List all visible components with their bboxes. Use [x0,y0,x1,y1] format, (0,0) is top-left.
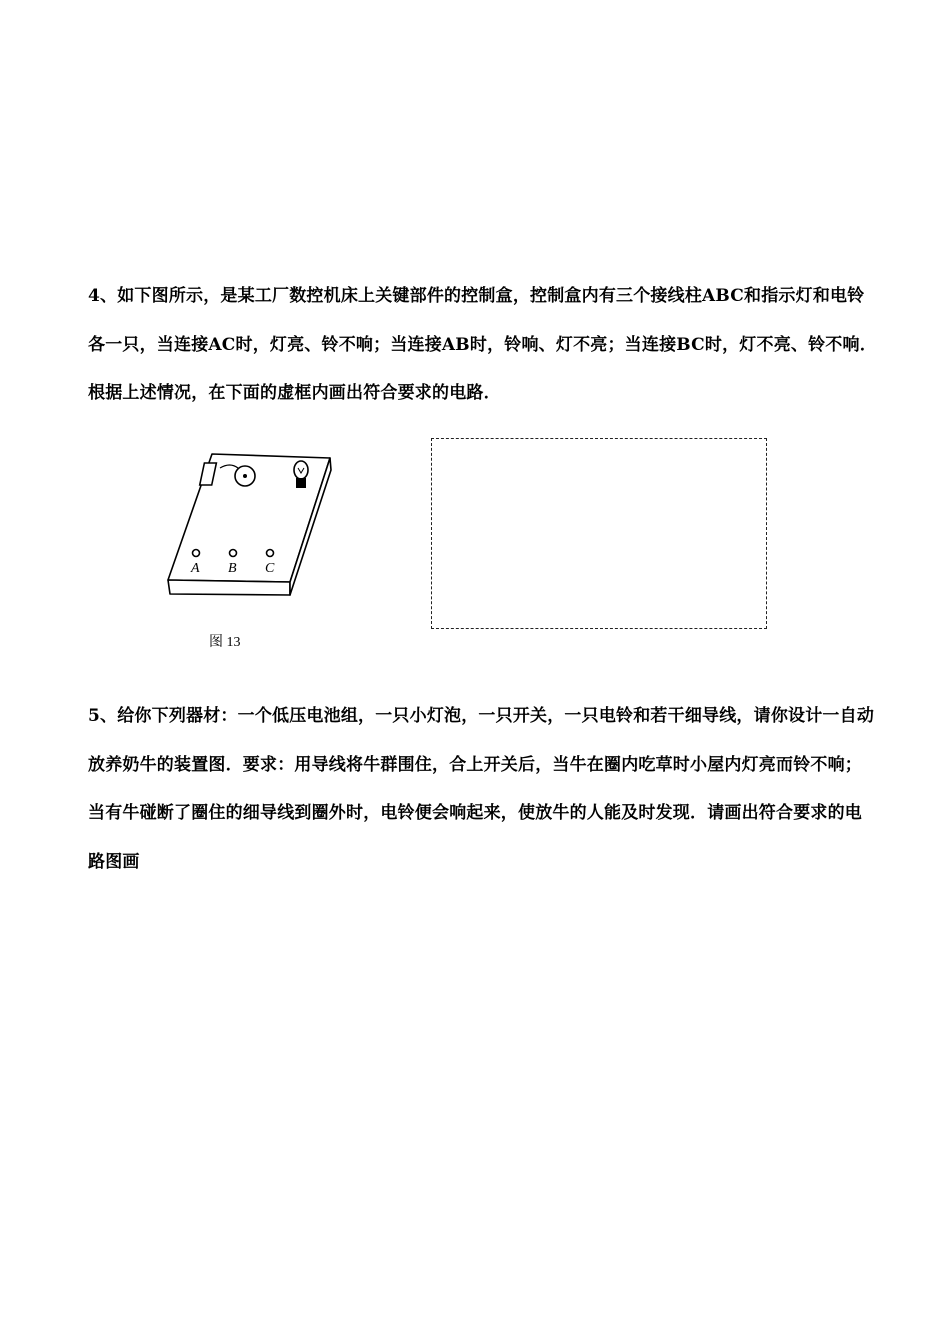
terminal-a [193,550,200,557]
terminal-label-c: C [265,561,275,576]
bulb-icon [294,461,308,488]
answer-dashed-box [431,438,767,629]
question-5-text: 5、给你下列器材：一个低压电池组，一只小灯泡，一只开关，一只电铃和若干细导线，请你设计一自动放养奶牛的装置图．要求：用导线将牛群围住，合上开关后，当牛在圈内吃草时小屋内灯亮而铃不响；当有牛碰断了圈住的细导线到圈外时，电铃便会响起来，使放牛的人能及时发现．请画出符合要求的电路图画 [88,706,875,872]
terminal-c [267,550,274,557]
terminal-b [230,550,237,557]
question-4-text: 4、如下图所示，是某工厂数控机床上关键部件的控制盒，控制盒内有三个接线柱ABC和指示灯和电铃各一只，当连接AC时，灯亮、铃不响；当连接AB时，铃响、灯不亮；当连接BC时，灯不亮、铃不响．根据上述情况，在下面的虚框内画出符合要求的电路． [88,286,877,403]
terminal-label-b: B [228,561,237,576]
box-front-face [168,580,290,595]
control-box-figure [160,446,340,606]
figure-caption: 图 13 [209,635,241,650]
terminal-label-a: A [191,561,200,576]
